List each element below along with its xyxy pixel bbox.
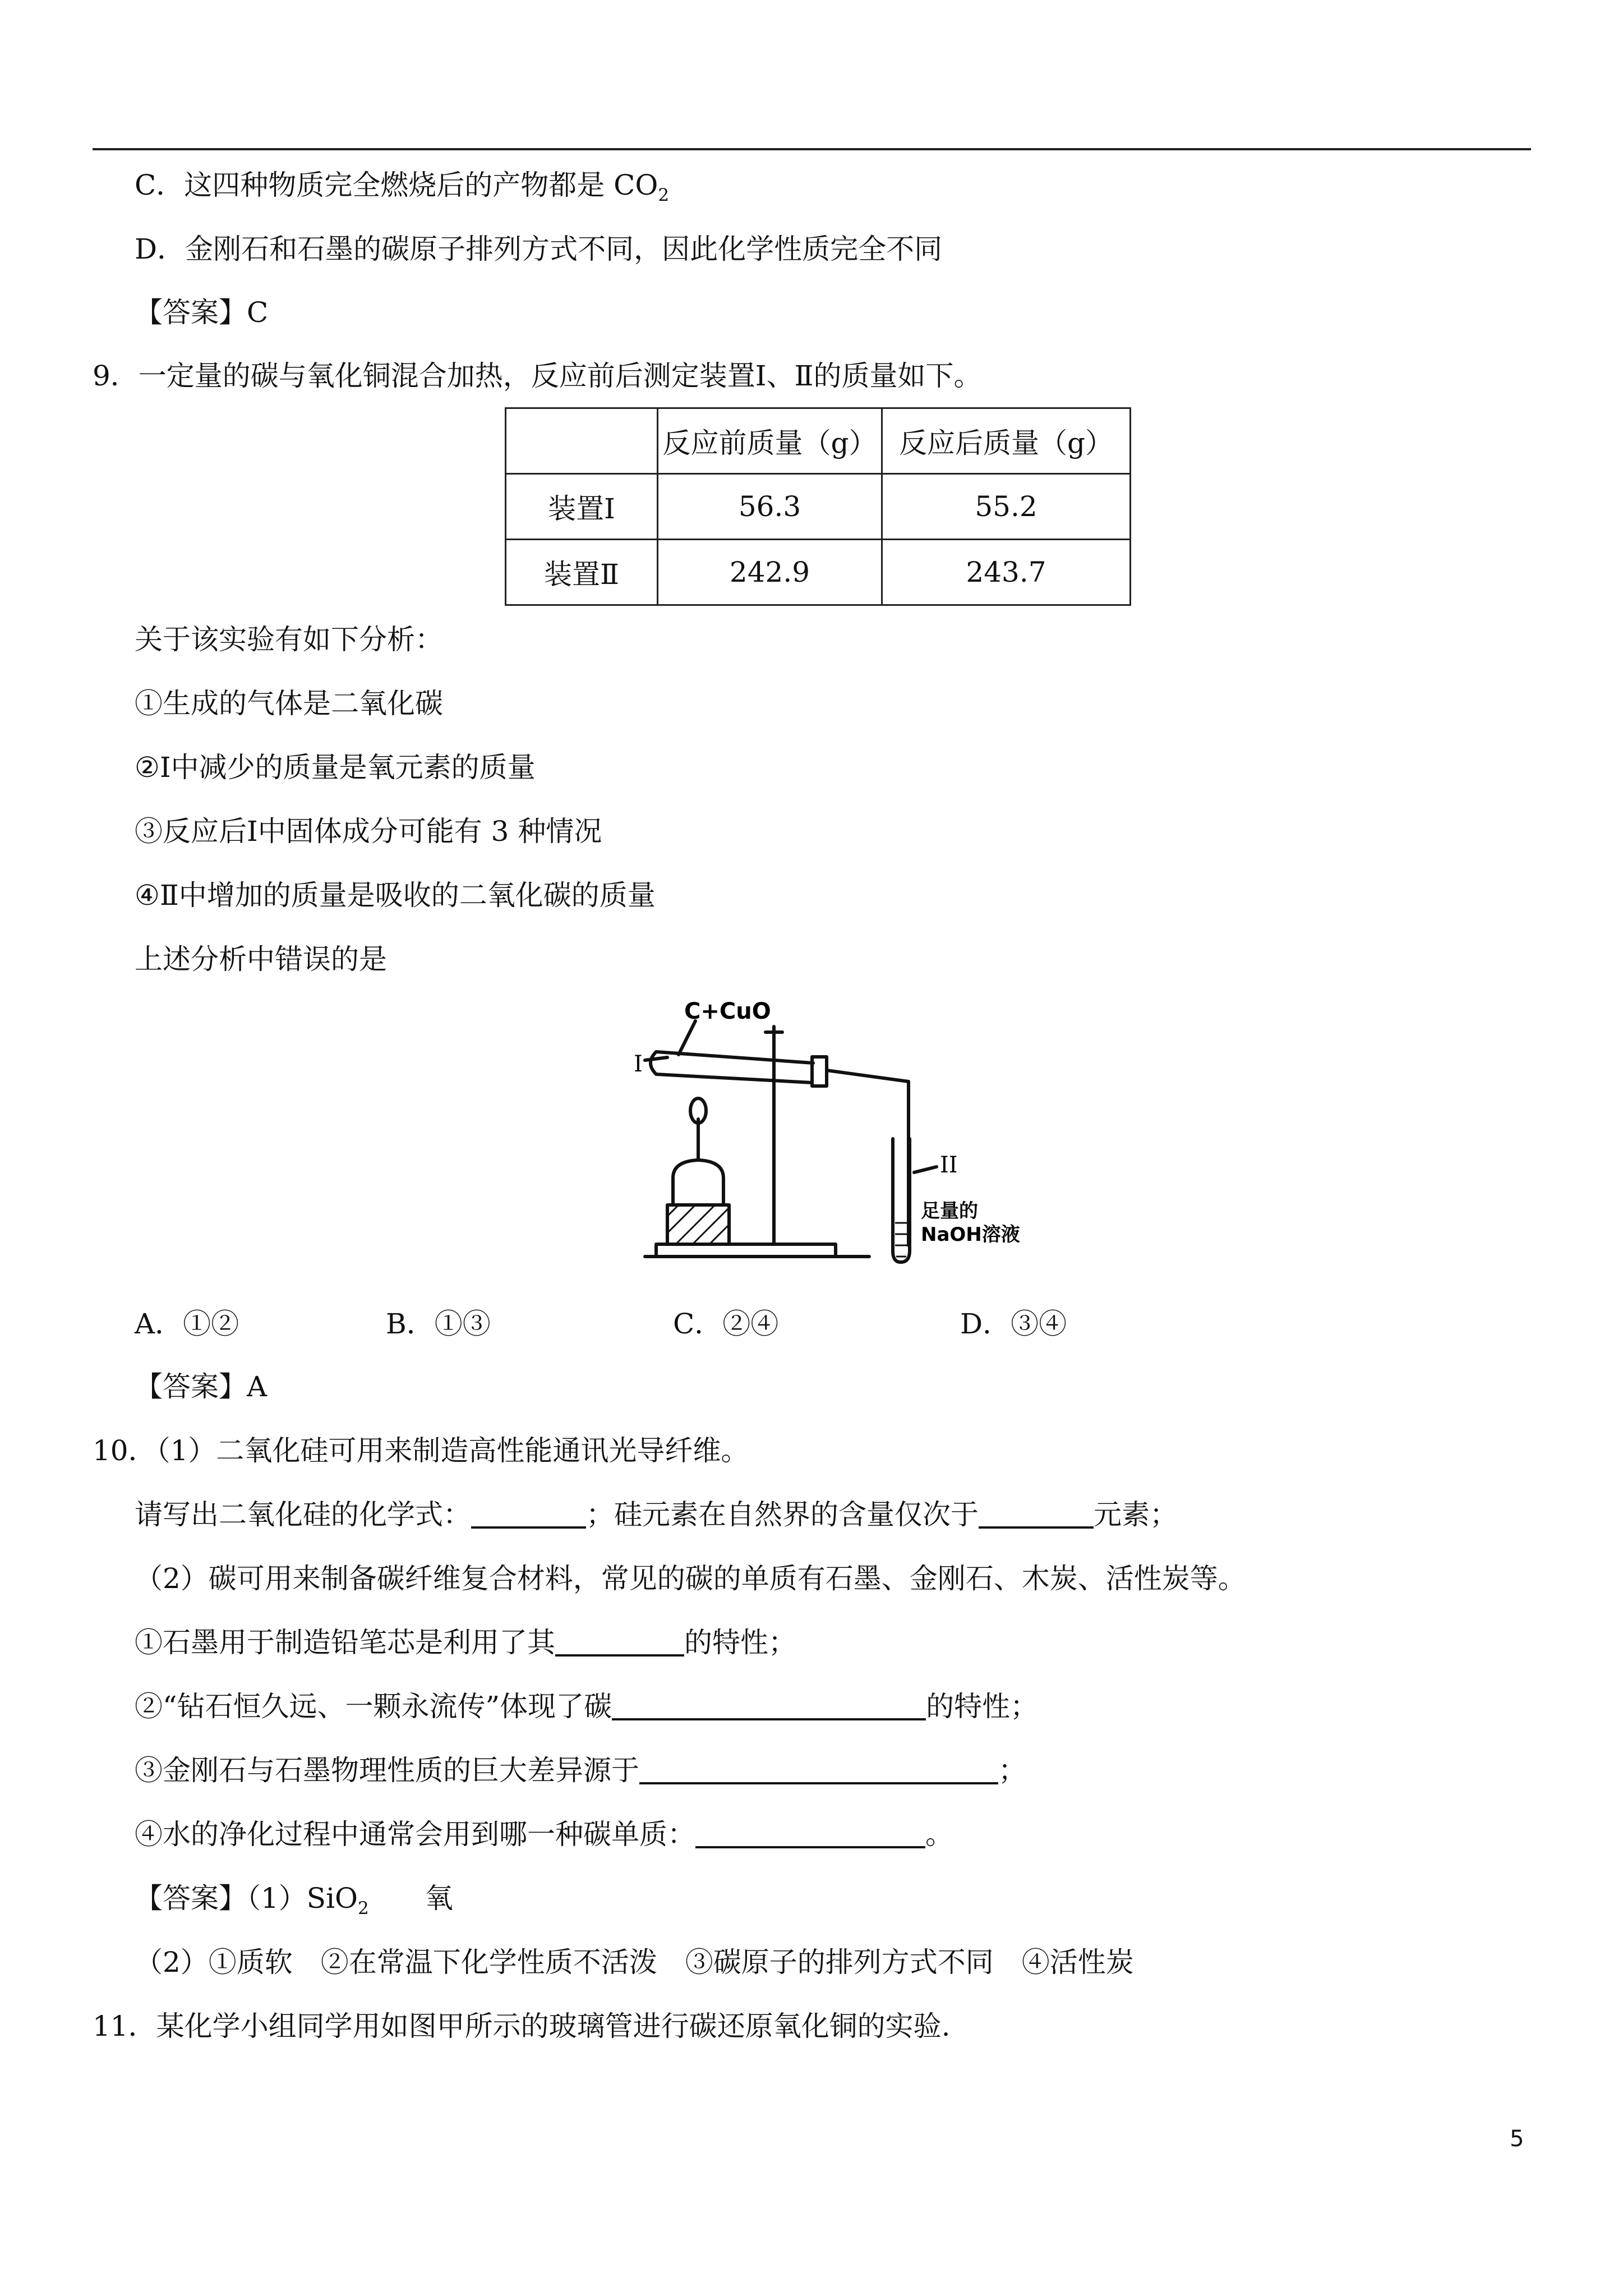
q10-answer-1-sub: 2 [358,1898,369,1918]
q8-answer: 【答案】C [135,296,269,329]
table-row [506,474,1131,540]
header-rule [93,148,1531,150]
q10-part2: （2）碳可用来制备碳纤维复合材料，常见的碳的单质有石墨、金刚石、木炭、活性炭等。 [135,1562,1246,1595]
table-cell: 56.3 [658,474,882,540]
table-cell: 装置Ⅰ [506,474,658,540]
table-header-cell [506,408,658,474]
q9-statement-4: ④Ⅱ中增加的质量是吸收的二氧化碳的质量 [135,879,656,912]
blank-reason[interactable] [639,1757,998,1784]
q9-intro: 关于该实验有如下分析： [135,623,443,656]
q10-answer-1-text: 【答案】（1）SiO [135,1882,358,1915]
q9-question: 上述分析中错误的是 [135,943,387,976]
leader-II [914,1167,937,1172]
q10-statement-4 [135,1818,953,1851]
q10-line1-text-c: 元素； [1094,1498,1178,1531]
table-row [506,540,1131,605]
q11-stem: 11．某化学小组同学用如图甲所示的玻璃管进行碳还原氧化铜的实验. [93,2010,951,2042]
q9-option-d: D．③④ [960,1308,1067,1340]
q9-statement-2: ②Ⅰ中减少的质量是氧元素的质量 [135,751,536,784]
q10-answer-1-oxygen: 氧 [425,1882,453,1915]
stand-base [656,1244,836,1257]
q10-statement-1 [135,1626,796,1659]
tube-stopper [812,1057,827,1086]
apparatus-figure [634,999,1060,1268]
q9-statement-1: ①生成的气体是二氧化碳 [135,687,443,720]
q10-s4-text: ④水的净化过程中通常会用到哪一种碳单质： [135,1818,695,1851]
q10-s3-tail: ； [998,1754,1026,1787]
q10-statement-3 [135,1754,1026,1787]
q10-s3-text: ③金刚石与石墨物理性质的巨大差异源于 [135,1754,639,1787]
q10-s2-tail: 的特性； [926,1690,1039,1723]
blank-element[interactable] [979,1502,1094,1529]
page-number: 5 [1510,2126,1524,2152]
label-solution-1: 足量的 [921,1200,978,1222]
label-II: II [940,1152,958,1178]
table-cell: 装置Ⅱ [506,540,658,605]
reaction-tube [651,1052,813,1083]
table-cell: 242.9 [658,540,882,605]
table-header-row [506,408,1131,474]
q10-line1 [135,1498,1178,1531]
alcohol-lamp [673,1160,723,1205]
q10-answer-1 [135,1881,453,1918]
blank-property-1[interactable] [555,1630,684,1657]
q10-s2-text: ②“钻石恒久远、一颗永流传”体现了碳 [135,1690,612,1723]
delivery-tube [827,1070,909,1245]
q10-stem: 10．（1）二氧化硅可用来制造高性能通讯光导纤维。 [93,1434,749,1467]
leader-reactants [679,1021,695,1055]
table-cell: 55.2 [882,474,1131,540]
q8-option-c: C．这四种物质完全燃烧后的产物都是 $CO_2$ [135,169,670,205]
label-I: I [634,1051,643,1077]
q9-stem: 9．一定量的碳与氧化铜混合加热，反应前后测定装置Ⅰ、Ⅱ的质量如下。 [93,360,982,392]
q10-s4-tail: 。 [925,1818,953,1851]
q9-answer: 【答案】A [135,1370,268,1403]
mass-table [505,407,1131,606]
blank-formula[interactable] [471,1502,586,1529]
leader-I [645,1057,667,1060]
label-solution-2: NaOH溶液 [921,1223,1020,1246]
q8-option-d: D．金刚石和石墨的碳原子排列方式不同，因此化学性质完全不同 [135,233,943,265]
q9-option-b: B．①③ [386,1308,491,1340]
label-reactants: C+CuO [684,999,771,1024]
table-cell: 243.7 [882,540,1131,605]
q10-answer-2: （2）①质软 ②在常温下化学性质不活泼 ③碳原子的排列方式不同 ④活性炭 [135,1946,1134,1978]
q10-statement-2 [135,1690,1038,1723]
q10-s1-tail: 的特性； [684,1626,796,1659]
q10-line1-text-a: 请写出二氧化硅的化学式： [135,1498,471,1531]
q10-s1-text: ①石墨用于制造铅笔芯是利用了其 [135,1626,555,1659]
q9-statement-3: ③反应后Ⅰ中固体成分可能有 3 种情况 [135,815,602,848]
blank-property-2[interactable] [612,1694,926,1720]
table-header-cell: 反应前质量（g） [658,408,882,474]
table-header-cell: 反应后质量（g） [882,408,1131,474]
q9-option-c: C．②④ [673,1308,779,1340]
q9-option-a: A．①② [135,1308,239,1340]
blank-carbon[interactable] [695,1821,925,1848]
q10-line1-text-b: ；硅元素在自然界的含量仅次于 [586,1498,979,1531]
